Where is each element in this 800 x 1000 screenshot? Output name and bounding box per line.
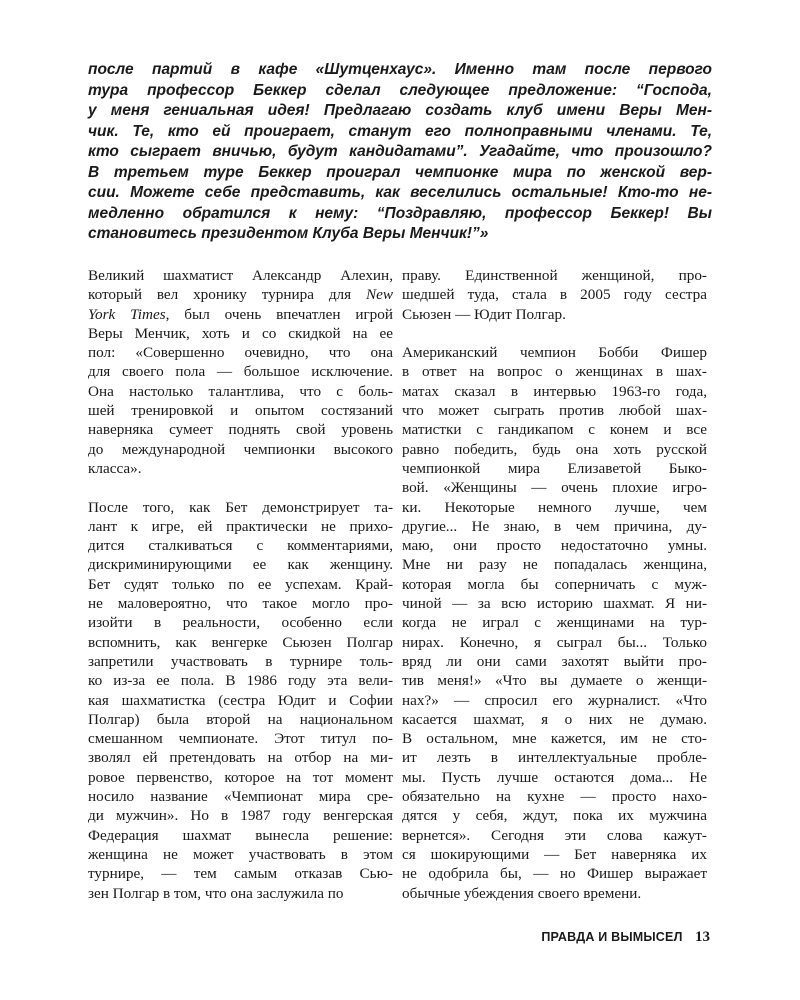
- quote-line: медленно обратился к нему: “Поздравляю, профессор Беккер! Вы: [88, 204, 712, 222]
- text-segment: мы. Пусть лучше остаются дома... Не: [402, 768, 707, 786]
- text-segment: Веры Менчик, хоть и со скидкой на ее: [88, 324, 393, 342]
- text-segment: Федерация шахмат вынесла решение:: [88, 826, 393, 844]
- text-segment: Американский чемпион Бобби Фишер: [402, 344, 707, 362]
- text-line: [402, 671, 707, 690]
- text-segment: не одобрила бы, — но Фишер выражает: [402, 865, 707, 883]
- quote-line: у меня гениальная идея! Предлагаю создать клуб имени Веры Мен-: [88, 102, 712, 119]
- text-segment: ровое первенство, которое на тот момент: [88, 768, 393, 786]
- text-line: [88, 652, 393, 671]
- lead-quote: [88, 60, 712, 245]
- text-line: [402, 305, 707, 324]
- text-segment: Мне ни разу не попадалась женщина,: [402, 556, 707, 574]
- text-line: [88, 671, 393, 690]
- text-segment: тив меня!» «Что вы думаете о женщи-: [402, 672, 707, 690]
- text-line: [88, 517, 393, 536]
- text-line: [402, 343, 707, 362]
- text-segment: обязательно на кухне — просто нахо-: [402, 788, 707, 806]
- text-segment: турнире, — тем самым отказав Сью-: [88, 865, 393, 883]
- text-segment: нирах. Конечно, я сыграл бы... Только: [402, 633, 707, 651]
- page-number: 13: [695, 929, 710, 945]
- text-segment: не маловероятно, что такое могло про-: [88, 595, 393, 613]
- text-segment: что может сыграть против любой шах-: [402, 402, 707, 420]
- text-segment: нах?» — спросил его журналист. «Что: [402, 691, 707, 709]
- text-line: [88, 613, 393, 632]
- text-line: [88, 555, 393, 574]
- text-segment: чиной — за всю историю шахмат. Я ни-: [402, 595, 707, 613]
- text-line: [402, 478, 707, 497]
- text-line: [88, 787, 393, 806]
- text-segment: матах сказал в интервью 1963-го года,: [402, 382, 707, 400]
- text-line: [88, 633, 393, 652]
- text-line: [402, 362, 707, 381]
- text-segment: дится сталкиваться с комментариями,: [88, 537, 393, 555]
- text-segment: который вел хронику турнира для: [88, 286, 366, 304]
- text-segment: зен Полгар в том, что она заслужила по: [88, 884, 344, 902]
- text-line: [88, 498, 393, 517]
- text-line: [88, 575, 393, 594]
- text-segment: вспомнить, как венгерке Сьюзен Полгар: [88, 633, 393, 651]
- text-segment: дятся у себя, ждут, пока их мужчина: [402, 807, 707, 825]
- text-line: [402, 806, 707, 825]
- text-line: [88, 343, 393, 362]
- text-line: [88, 362, 393, 381]
- quote-line: В третьем туре Беккер проиграл чемпионке мира по женской вер-: [88, 163, 712, 181]
- text-line: [88, 382, 393, 401]
- paragraph: [402, 343, 707, 903]
- text-line: [88, 420, 393, 439]
- left-column: [88, 266, 393, 903]
- text-line: [88, 324, 393, 343]
- text-segment: вой. «Женщины — очень плохие игро-: [402, 479, 707, 497]
- paragraph-gap: [402, 324, 707, 343]
- text-segment: ки. Некоторые немного лучше, чем: [402, 498, 707, 516]
- text-segment: Полгар) была второй на национальном: [88, 710, 393, 728]
- text-segment: до международной чемпионки высокого: [88, 440, 393, 458]
- text-line: [88, 768, 393, 787]
- text-segment: пол: «Совершенно очевидно, что она: [88, 344, 393, 362]
- text-segment: касается шахмат, я о них не думаю.: [402, 710, 707, 728]
- text-line: [402, 536, 707, 555]
- text-segment: , был очень впечатлен игрой: [165, 305, 394, 323]
- text-line: [88, 710, 393, 729]
- quote-line: тура профессор Беккер сделал следующее предложение: “Господа,: [88, 81, 712, 99]
- text-line: [88, 729, 393, 748]
- text-segment: носило название «Чемпионат мира сре-: [88, 788, 393, 806]
- text-segment: шей тренировкой и опытом состязаний: [88, 402, 393, 420]
- text-line: [402, 459, 707, 478]
- italic-title: New: [365, 286, 393, 304]
- text-line: [402, 633, 707, 652]
- text-segment: кая шахматистка (сестра Юдит и Софии: [88, 691, 393, 709]
- text-segment: которая могла бы соперничать с муж-: [402, 575, 707, 593]
- text-segment: наверняка сумеет поднять свой уровень: [88, 421, 393, 439]
- text-line: [402, 768, 707, 787]
- text-line: [402, 613, 707, 632]
- text-segment: Сьюзен — Юдит Полгар.: [402, 305, 566, 323]
- text-line: [402, 401, 707, 420]
- text-segment: Она настолько талантлива, что с боль-: [88, 382, 393, 400]
- text-line: [402, 884, 707, 903]
- text-line: [402, 420, 707, 439]
- text-line: [402, 440, 707, 459]
- text-segment: шедшей туда, стала в 2005 году сестра: [402, 286, 707, 304]
- text-line: [402, 517, 707, 536]
- paragraph: [88, 498, 393, 903]
- text-line: [402, 652, 707, 671]
- right-column: [402, 266, 707, 903]
- text-line: [402, 826, 707, 845]
- text-segment: для своего пола — большое исключение.: [88, 363, 393, 381]
- text-line: [402, 555, 707, 574]
- text-segment: ся шокирующими — Бет наверняка их: [402, 845, 707, 863]
- text-segment: смешанном чемпионате. Этот титул по-: [88, 730, 393, 748]
- text-segment: другие... Не знаю, в чем причина, ду-: [402, 517, 707, 535]
- text-line: [88, 536, 393, 555]
- text-line: [88, 806, 393, 825]
- text-segment: ит лезть в интеллектуальные пробле-: [402, 749, 707, 767]
- text-segment: маю, они просто недостаточно умны.: [402, 537, 707, 555]
- text-segment: После того, как Бет демонстрирует та-: [88, 498, 393, 516]
- text-segment: ди мужчин». Но в 1987 году венгерская: [88, 807, 393, 825]
- quote-line: сии. Можете себе представить, как веселились остальные! Кто-то не-: [88, 184, 712, 201]
- text-segment: лант к игре, ей практически не прихо-: [88, 517, 393, 535]
- text-segment: Бет судят только по ее успехам. Край-: [88, 575, 393, 593]
- text-segment: матистки с гандикапом с конем и все: [402, 421, 707, 439]
- text-line: [88, 826, 393, 845]
- quote-line: кто сыграет вничью, будут кандидатами”. Угадайте, что произошло?: [88, 143, 712, 160]
- text-segment: праву. Единственной женщиной, про-: [402, 267, 707, 284]
- paragraph-gap: [88, 478, 393, 497]
- text-line: [88, 594, 393, 613]
- text-segment: чемпионкой мира Елизаветой Быко-: [402, 459, 707, 477]
- text-line: [402, 382, 707, 401]
- text-line: [88, 401, 393, 420]
- text-line: [88, 845, 393, 864]
- text-segment: Великий шахматист Александр Алехин,: [88, 267, 393, 284]
- text-line: [88, 285, 393, 304]
- text-segment: класса».: [88, 459, 142, 477]
- text-line: [402, 266, 707, 285]
- text-segment: равно победить, будь она хоть русской: [402, 440, 707, 458]
- text-line: [88, 864, 393, 883]
- text-segment: вряд ли они сами захотят выйти про-: [402, 652, 707, 670]
- paragraph: [88, 266, 393, 478]
- text-line: [402, 710, 707, 729]
- text-line: [402, 864, 707, 883]
- text-line: [88, 691, 393, 710]
- text-line: [88, 305, 393, 324]
- text-segment: запретили участвовать в турнире толь-: [88, 652, 393, 670]
- text-line: [88, 884, 393, 903]
- text-segment: женщина не может участвовать в этом: [88, 845, 393, 863]
- text-line: [402, 748, 707, 767]
- text-segment: изойти в реальности, особенно если: [88, 614, 393, 632]
- text-segment: когда не играл с женщинами на тур-: [402, 614, 707, 632]
- text-line: [402, 729, 707, 748]
- text-line: [402, 787, 707, 806]
- text-segment: вернется». Сегодня эти слова кажут-: [402, 826, 707, 844]
- text-segment: дискриминирующими ее как женщину.: [88, 556, 393, 574]
- text-segment: в ответ на вопрос о женщинах в шах-: [402, 363, 707, 381]
- paragraph: [402, 266, 707, 324]
- text-line: [402, 845, 707, 864]
- running-section-title: ПРАВДА И ВЫМЫСЕЛ: [541, 930, 683, 944]
- quote-line: чик. Те, кто ей проиграет, станут его полноправными членами. Те,: [88, 122, 712, 140]
- text-line: [402, 498, 707, 517]
- text-segment: обычные убеждения своего времени.: [402, 884, 642, 902]
- text-segment: В остальном, мне кажется, им не сто-: [402, 730, 707, 748]
- quote-line: становитесь президентом Клуба Веры Менчик!”»: [88, 225, 489, 242]
- text-line: [88, 459, 393, 478]
- text-line: [402, 594, 707, 613]
- text-line: [402, 285, 707, 304]
- text-line: [402, 575, 707, 594]
- text-line: [88, 748, 393, 767]
- text-segment: ко из-за ее пола. В 1986 году эта вели-: [88, 672, 393, 690]
- italic-title: York Times: [88, 305, 166, 323]
- text-line: [402, 691, 707, 710]
- text-segment: зволял ей претендовать на отбор на ми-: [88, 749, 393, 767]
- text-line: [88, 440, 393, 459]
- text-line: [88, 266, 393, 285]
- page-footer: [540, 928, 710, 946]
- quote-line: после партий в кафе «Шутценхаус». Именно там после первого: [88, 61, 712, 78]
